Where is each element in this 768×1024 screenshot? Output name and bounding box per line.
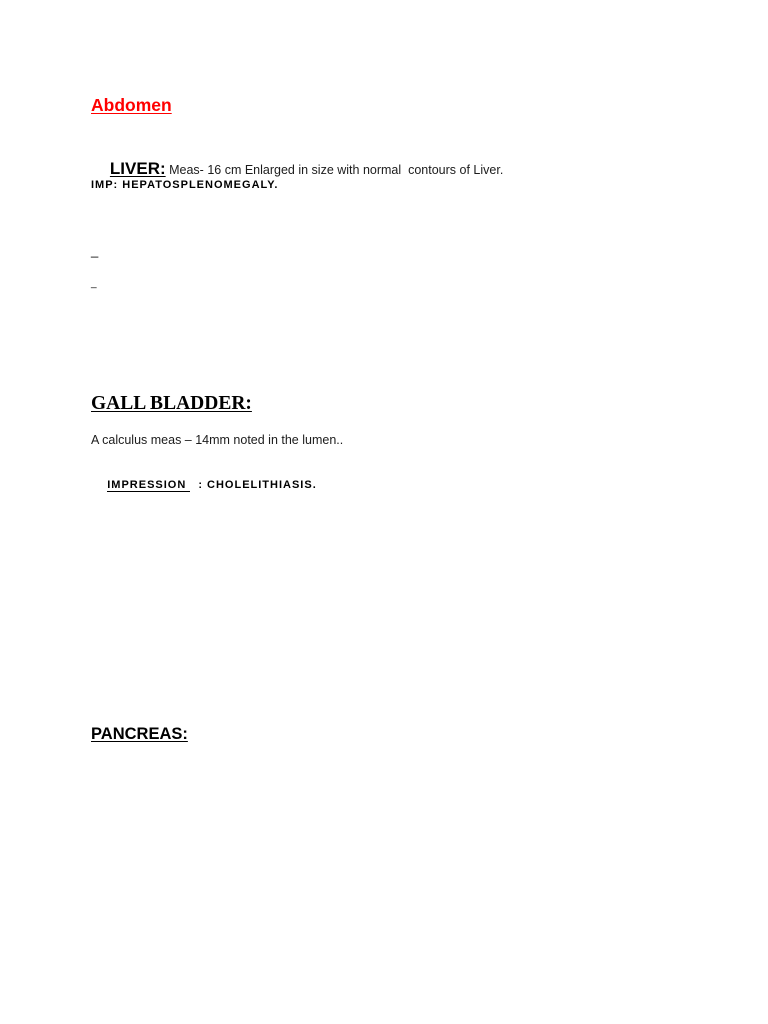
blank-mark: _ xyxy=(91,243,99,258)
blank-mark: _ xyxy=(91,278,97,289)
liver-heading: LIVER: xyxy=(109,159,166,178)
gall-bladder-impression xyxy=(91,468,317,503)
gall-bladder-heading: GALL BLADDER: xyxy=(91,393,252,414)
impression-label: IMPRESSION xyxy=(107,479,190,492)
gall-bladder-findings: A calculus meas – 14mm noted in the lumen.. xyxy=(91,433,344,447)
liver-impression: IMP: HEPATOSPLENOMEGALY. xyxy=(91,179,279,191)
pancreas-heading: PANCREAS: xyxy=(91,725,188,743)
document-title: Abdomen xyxy=(91,95,172,115)
impression-value: : CHOLELITHIASIS. xyxy=(198,479,317,491)
liver-findings: Meas- 16 cm Enlarged in size with normal contours of Liver. xyxy=(165,163,504,177)
